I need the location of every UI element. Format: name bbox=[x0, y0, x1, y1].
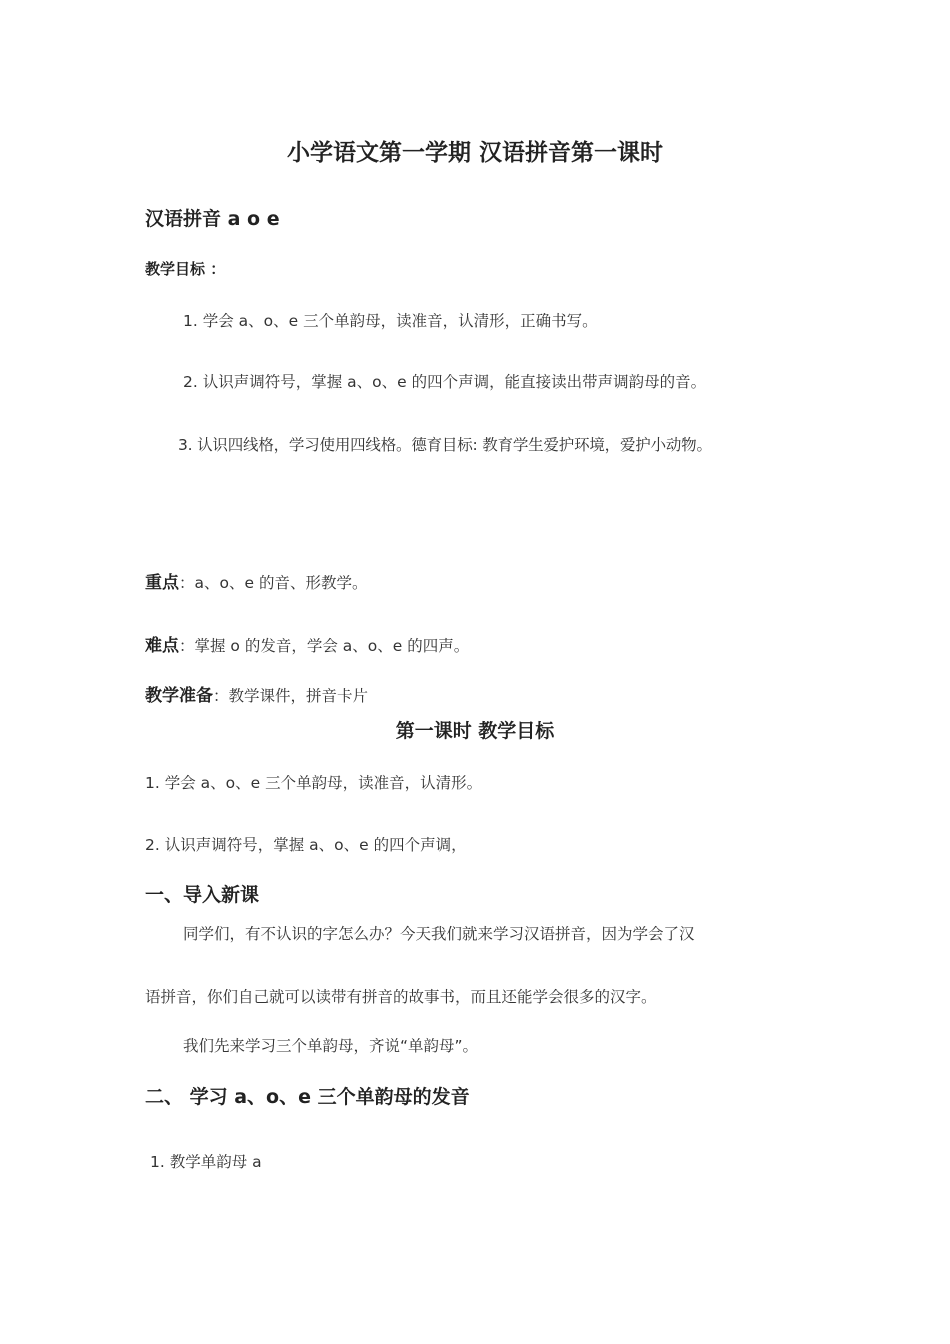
section1-paragraph2: 我们先来学习三个单韵母，齐说“单韵母”。 bbox=[183, 1037, 479, 1055]
lesson-goal-2: 2. 认识声调符号，掌握 a、o、e 的四个声调， bbox=[145, 836, 467, 854]
difficulty-text: ：掌握 o 的发音，学会 a、o、e 的四声。 bbox=[179, 637, 470, 655]
preparation-text: ：教学课件，拼音卡片 bbox=[213, 687, 369, 705]
subtitle: 汉语拼音 a o e bbox=[145, 208, 280, 230]
lesson-goal-1: 1. 学会 a、o、e 三个单韵母，读准音，认清形。 bbox=[145, 774, 483, 792]
difficulty bbox=[145, 631, 469, 656]
difficulty-label: 难点 bbox=[145, 636, 179, 656]
objective-item-3: 3. 认识四线格，学习使用四线格。德育目标: 教育学生爱护环境，爱护小动物。 bbox=[178, 436, 712, 454]
key-point-text: ：a、o、e 的音、形教学。 bbox=[179, 574, 368, 592]
objective-item-2: 2. 认识声调符号，掌握 a、o、e 的四个声调，能直接读出带声调韵母的音。 bbox=[183, 373, 707, 391]
key-point bbox=[145, 568, 367, 593]
section1-paragraph-line2: 语拼音，你们自己就可以读带有拼音的故事书，而且还能学会很多的汉字。 bbox=[145, 988, 657, 1006]
section2-item1: 1. 教学单韵母 a bbox=[150, 1153, 262, 1171]
objectives-label: 教学目标 ： bbox=[145, 260, 226, 278]
preparation-label: 教学准备 bbox=[145, 686, 213, 706]
lesson-heading: 第一课时 教学目标 bbox=[395, 720, 555, 742]
section1-heading: 一、导入新课 bbox=[145, 884, 260, 906]
section1-paragraph-line1: 同学们，有不认识的字怎么办？今天我们就来学习汉语拼音，因为学会了汉 bbox=[183, 925, 695, 943]
section2-heading: 二、 学习 a、o、e 三个单韵母的发音 bbox=[145, 1086, 470, 1108]
key-point-label: 重点 bbox=[145, 573, 179, 593]
preparation bbox=[145, 681, 368, 706]
objective-item-1: 1. 学会 a、o、e 三个单韵母，读准音，认清形，正确书写。 bbox=[183, 312, 598, 330]
document-title: 小学语文第一学期 汉语拼音第一课时 bbox=[286, 140, 663, 166]
